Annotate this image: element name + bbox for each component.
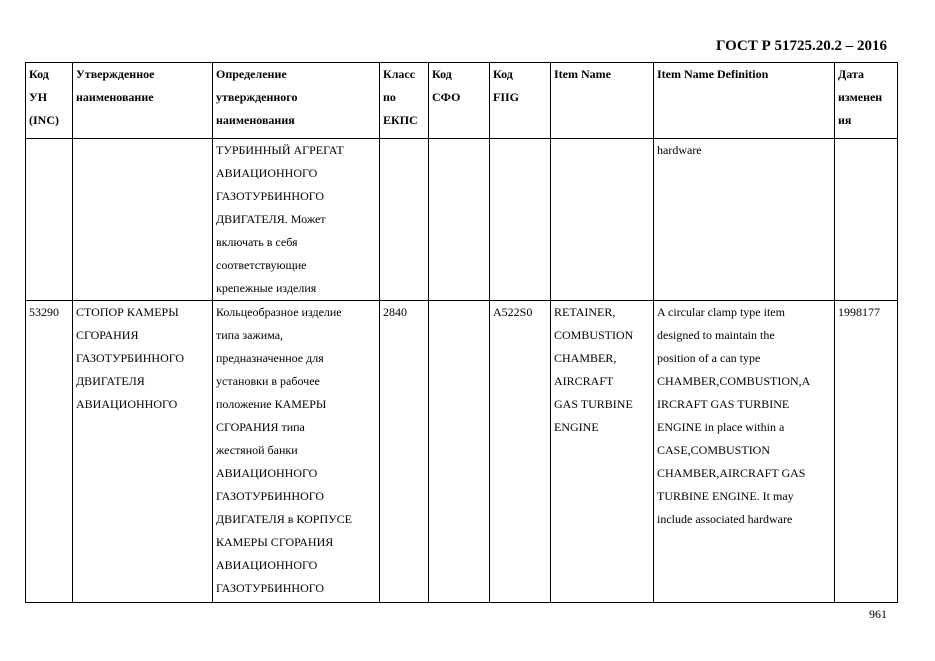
cell-change-date: 1998177 (835, 301, 898, 603)
col-header-inc: Код УН (INC) (26, 63, 73, 139)
cell-fiig-code: A522S0 (490, 301, 551, 603)
cell-item-name-definition: hardware (654, 139, 835, 301)
cell-item-name (551, 139, 654, 301)
cell-ekps-class: 2840 (380, 301, 429, 603)
col-header-fiig-code: Код FIIG (490, 63, 551, 139)
cell-fiig-code (490, 139, 551, 301)
cell-approved-name: СТОПОР КАМЕРЫ СГОРАНИЯ ГАЗОТУРБИННОГО ДВИГАТЕЛЯ АВИАЦИОННОГО (73, 301, 213, 603)
cell-approved-name (73, 139, 213, 301)
cell-ekps-class (380, 139, 429, 301)
cell-inc: 53290 (26, 301, 73, 603)
cell-item-name: RETAINER, COMBUSTION CHAMBER, AIRCRAFT GAS TURBINE ENGINE (551, 301, 654, 603)
col-header-change-date: Дата изменен ия (835, 63, 898, 139)
col-header-item-name: Item Name (551, 63, 654, 139)
document-header: ГОСТ Р 51725.20.2 – 2016 (715, 38, 887, 54)
cell-sfo-code (429, 301, 490, 603)
col-header-item-name-definition: Item Name Definition (654, 63, 835, 139)
col-header-ekps-class: Класс по ЕКПС (380, 63, 429, 139)
cell-change-date (835, 139, 898, 301)
table-header-row (26, 63, 898, 139)
col-header-sfo-code: Код СФО (429, 63, 490, 139)
table-row (26, 139, 898, 301)
table-row (26, 301, 898, 603)
page-number: 961 (869, 607, 887, 621)
cell-item-name-definition: A circular clamp type item designed to maintain the position of a can type CHAMBER,COMBUSTION,A IRCRAFT GAS TURBINE ENGINE in place within a CASE,COMBUSTION CHAMBER,AIRCRAFT GAS TURBINE ENGINE. It may include associated hardware (654, 301, 835, 603)
classification-table (25, 62, 898, 603)
cell-inc (26, 139, 73, 301)
cell-definition: Кольцеобразное изделие типа зажима, предназначенное для установки в рабочее положение КАМЕРЫ СГОРАНИЯ типа жестяной банки АВИАЦИОННОГО ГАЗОТУРБИННОГО ДВИГАТЕЛЯ в КОРПУСЕ КАМЕРЫ СГОРАНИЯ АВИАЦИОННОГО ГАЗОТУРБИННОГО (213, 301, 380, 603)
col-header-approved-name: Утвержденное наименование (73, 63, 213, 139)
cell-sfo-code (429, 139, 490, 301)
col-header-definition: Определение утвержденного наименования (213, 63, 380, 139)
cell-definition: ТУРБИННЫЙ АГРЕГАТ АВИАЦИОННОГО ГАЗОТУРБИННОГО ДВИГАТЕЛЯ. Может включать в себя соответствующие крепежные изделия (213, 139, 380, 301)
